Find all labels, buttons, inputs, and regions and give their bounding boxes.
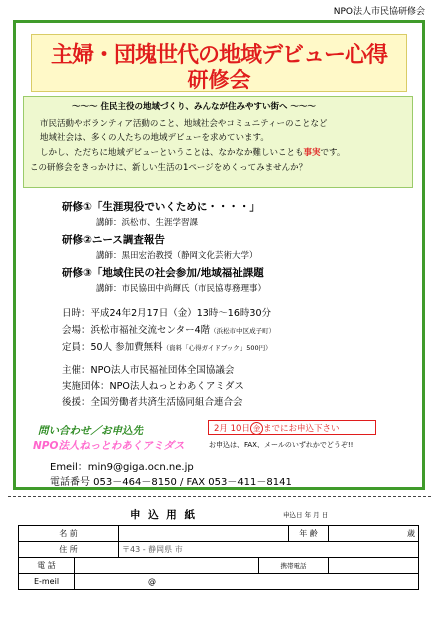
name-label: 名 前	[19, 526, 119, 542]
email-label: E-meil	[19, 574, 75, 590]
application-form	[18, 525, 419, 590]
intro-subtitle: ～～～ 住民主役の地域づくり、みんなが住みやすい街へ ～～～	[72, 102, 316, 112]
phone-label: 電 話	[19, 558, 75, 574]
venue-text: 会場：浜松市福祉交流センター4階	[62, 325, 211, 336]
form-date-line: 申込日 年 月 日	[283, 511, 329, 519]
deadline-suffix: までにお申込下さい	[262, 424, 340, 434]
address-field[interactable]: 〒43 - 静岡県 市	[119, 542, 419, 558]
phone-field[interactable]	[75, 558, 259, 574]
age-field[interactable]	[329, 526, 419, 542]
contact-org: NPO法人ねっとわあくアミダス	[33, 440, 185, 452]
mobile-field[interactable]	[329, 558, 419, 574]
capacity-text: 定員：50人 参加費無料	[62, 342, 163, 353]
deadline-day: 金	[250, 422, 263, 435]
intro-line-1: 市民活動やボランティア活動のこと、地域社会やコミュニティーのことなど	[40, 119, 328, 129]
program-1-lecturer: 講師：浜松市、生涯学習課	[96, 218, 199, 228]
email-at: @	[148, 577, 156, 586]
capacity-note: （資料「心得ガイドブック」500円）	[162, 344, 272, 352]
contact-phone: 電話番号 053－464－8150 / FAX 053－411－8141	[50, 477, 292, 488]
event-venue	[62, 322, 275, 336]
org-header: NPO法人市民協研修会	[333, 7, 425, 17]
age-unit: 歳	[407, 529, 416, 538]
program-2-title: 研修②ニース調査報告	[62, 234, 165, 246]
venue-note: （浜松市中区成子町）	[210, 327, 276, 335]
program-3-title: 研修③「地域住民の社会参加/地域福祉課題	[62, 267, 264, 279]
program-1-title: 研修①「生涯現役でいくために・・・・」	[62, 201, 260, 213]
organizer-support: 後援：全国労働者共済生活協同組合連合会	[62, 397, 243, 408]
form-title: 申 込 用 紙	[130, 509, 197, 521]
email-field[interactable]	[75, 574, 419, 590]
event-capacity	[62, 339, 272, 353]
intro-line-4: この研修会をきっかけに、新しい生活の1ページをめくってみませんか？	[30, 163, 308, 173]
deadline-date: 2月 10日	[214, 424, 250, 434]
deadline-note: お申込は、FAX、メールのいずれかでどうぞ!!	[209, 441, 354, 449]
intro-line-2: 地域社会は、多くの人たちの地域デビューを求めています。	[40, 133, 269, 143]
contact-title: 問い合わせ／お申込先	[38, 425, 143, 437]
address-label: 住 所	[19, 542, 119, 558]
deadline-text	[214, 422, 339, 435]
program-3-lecturer: 講師：市民協田中尚輝氏（市民協専務理事）	[96, 284, 267, 294]
intro-emphasis: 事実	[303, 148, 321, 158]
organizer-exec: 実施団体：NPO法人ねっとわあくアミダス	[62, 381, 244, 392]
intro-line-3-end: です。	[320, 148, 346, 158]
contact-email[interactable]: Emeil：min9@giga.ocn.ne.jp	[50, 462, 194, 473]
event-date: 日時：平成24年2月17日（金）13時～16時30分	[62, 308, 271, 319]
cut-line	[8, 496, 431, 497]
intro-line-3-text: しかし、ただちに地域デビューということは、なかなか難しいことも	[40, 148, 304, 158]
mobile-label: 携帯電話	[259, 558, 329, 574]
page-title-sub: 研修会	[187, 68, 251, 92]
intro-line-3	[40, 146, 345, 161]
page-title: 主婦・団塊世代の地域デビュー心得	[50, 43, 387, 68]
age-label: 年 齢	[289, 526, 329, 542]
program-2-lecturer: 講師：黒田宏治教授（静岡文化芸術大学）	[96, 251, 258, 261]
organizer-main: 主催：NPO法人市民福祉団体全国協議会	[62, 365, 235, 376]
name-field[interactable]	[119, 526, 289, 542]
